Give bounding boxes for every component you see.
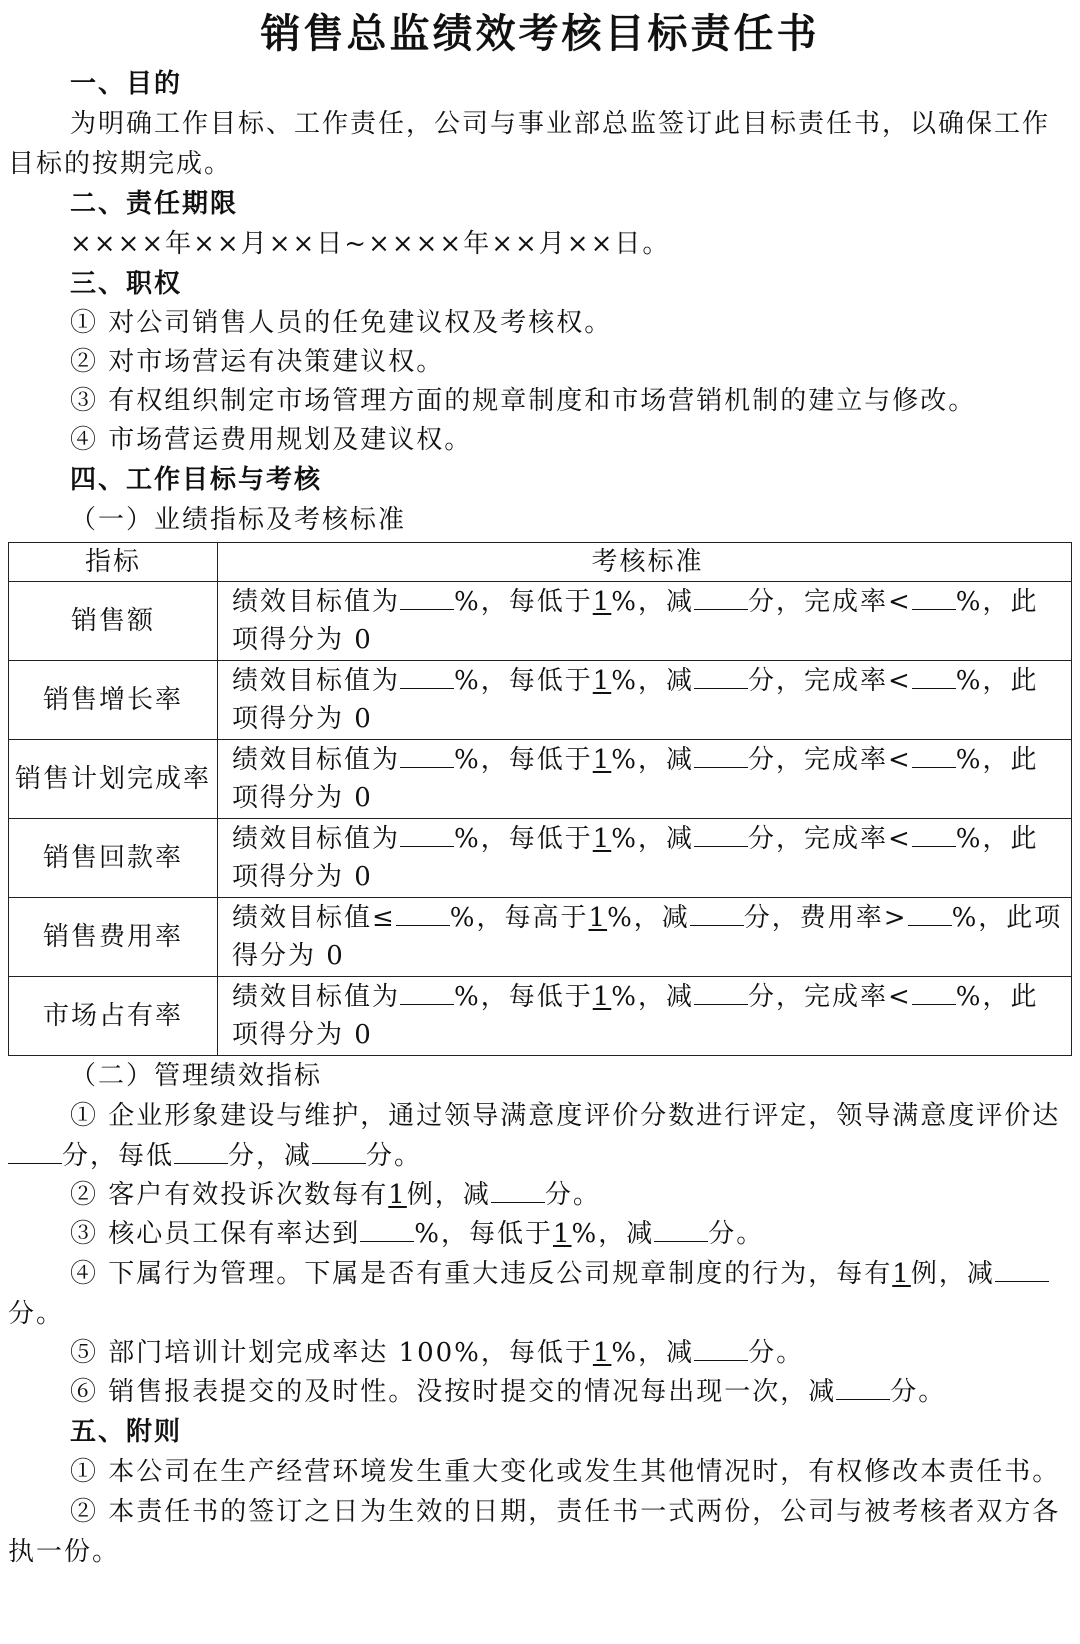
management-item: ① 企业形象建设与维护，通过领导满意度评价分数进行评定，领导满意度评价达分，每低 分，减 分。 (8, 1096, 1072, 1176)
authority-item: ③ 有权组织制定市场管理方面的规章制度和市场营销机制的建立与修改。 (70, 386, 977, 416)
subsection-performance: （一）业绩指标及考核标准 (70, 505, 407, 535)
authority-item: ④ 市场营运费用规划及建议权。 (70, 425, 473, 455)
indicator-cell: 销售回款率 (9, 819, 218, 898)
standard-cell: 绩效目标值为 %，每低于1%，减 分，完成率< %，此项得分为 0 (218, 661, 1072, 740)
section-heading-purpose: 一、目的 (70, 69, 183, 99)
indicator-cell: 市场占有率 (9, 977, 218, 1056)
standard-cell: 绩效目标值为 %，每低于1%，减 分，完成率< %，此项得分为 0 (218, 977, 1072, 1056)
table-row (9, 582, 1072, 661)
table-row (9, 898, 1072, 977)
appendix-item: ② 本责任书的签订之日为生效的日期，责任书一式两份，公司与被考核者双方各执一份。 (8, 1497, 1061, 1567)
page-title: 销售总监绩效考核目标责任书 (260, 11, 820, 57)
table-header-indicator: 指标 (9, 543, 218, 582)
standard-cell: 绩效目标值为 %，每低于1%，减 分，完成率< %，此项得分为 0 (218, 582, 1072, 661)
management-item: ⑤ 部门培训计划完成率达 100%，每低于1%，减 分。 (70, 1338, 805, 1368)
indicator-cell: 销售增长率 (9, 661, 218, 740)
authority-item: ② 对市场营运有决策建议权。 (70, 347, 445, 377)
term-paragraph: ××××年××月××日~××××年××月××日。 (70, 229, 671, 259)
appendix-item: ① 本公司在生产经营环境发生重大变化或发生其他情况时，有权修改本责任书。 (70, 1457, 1061, 1487)
table-row (9, 819, 1072, 898)
management-item: ③ 核心员工保有率达到 %，每低于1%，减 分。 (70, 1219, 765, 1249)
indicator-cell: 销售额 (9, 582, 218, 661)
kpi-table (8, 542, 1072, 1056)
table-row (9, 740, 1072, 819)
section-heading-term: 二、责任期限 (70, 189, 239, 219)
management-item: ② 客户有效投诉次数每有1例，减 分。 (70, 1180, 601, 1210)
table-row (9, 977, 1072, 1056)
management-item: ⑥ 销售报表提交的及时性。没按时提交的情况每出现一次，减 分。 (70, 1377, 947, 1407)
management-item: ④ 下属行为管理。下属是否有重大违反公司规章制度的行为，每有1例，减分。 (8, 1254, 1072, 1334)
section-heading-authority: 三、职权 (70, 269, 183, 299)
table-header-row (9, 543, 1072, 582)
indicator-cell: 销售计划完成率 (9, 740, 218, 819)
section-heading-appendix: 五、附则 (70, 1417, 183, 1447)
purpose-paragraph: 为明确工作目标、工作责任，公司与事业部总监签订此目标责任书，以确保工作目标的按期完成。 (8, 109, 1051, 179)
standard-cell: 绩效目标值为 %，每低于1%，减 分，完成率< %，此项得分为 0 (218, 740, 1072, 819)
standard-cell: 绩效目标值为 %，每低于1%，减 分，完成率< %，此项得分为 0 (218, 819, 1072, 898)
standard-cell: 绩效目标值≤ %，每高于1%，减 分，费用率> %，此项得分为 0 (218, 898, 1072, 977)
subsection-management: （二）管理绩效指标 (70, 1061, 323, 1091)
section-heading-goals: 四、工作目标与考核 (70, 465, 323, 495)
indicator-cell: 销售费用率 (9, 898, 218, 977)
table-row (9, 661, 1072, 740)
table-header-standard: 考核标准 (218, 543, 1072, 582)
authority-item: ① 对公司销售人员的任免建议权及考核权。 (70, 308, 613, 338)
